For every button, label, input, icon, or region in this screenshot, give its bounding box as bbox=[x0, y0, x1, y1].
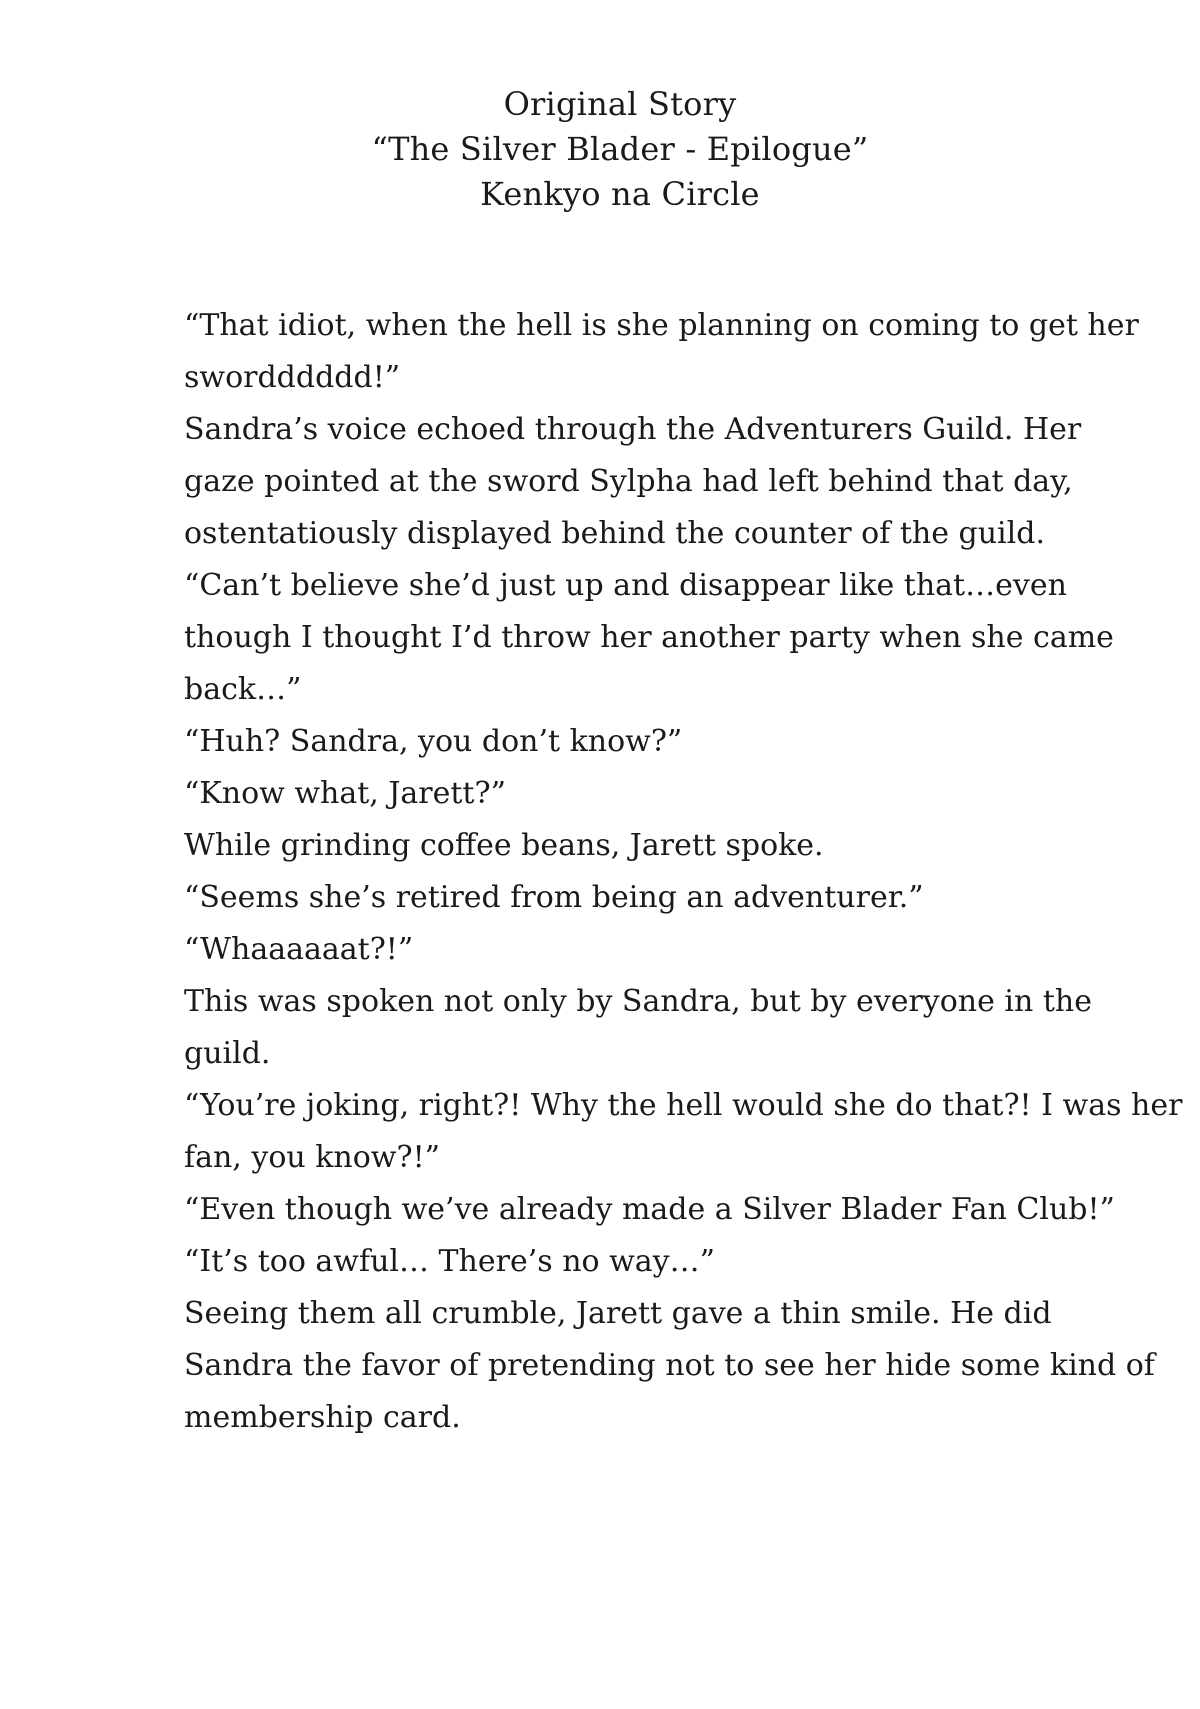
text-line: “You’re joking, right?! Why the hell would she do that?! I was her bbox=[184, 1088, 1183, 1123]
text-line: ostentatiously displayed behind the counter of the guild. bbox=[184, 516, 1045, 551]
title-block bbox=[0, 82, 1200, 217]
text-line: Sandra the favor of pretending not to see her hide some kind of bbox=[184, 1348, 1155, 1383]
story-body bbox=[184, 300, 1183, 1444]
text-line: Sandra’s voice echoed through the Adventurers Guild. Her bbox=[184, 412, 1082, 447]
text-line: guild. bbox=[184, 1036, 271, 1071]
text-line: though I thought I’d throw her another party when she came bbox=[184, 620, 1114, 655]
story-title: “The Silver Blader - Epilogue” bbox=[371, 130, 869, 168]
text-line: “Seems she’s retired from being an adventurer.” bbox=[184, 880, 924, 915]
text-line: “Whaaaaaat?!” bbox=[184, 932, 414, 967]
author-name: Kenkyo na Circle bbox=[480, 175, 760, 213]
text-line: membership card. bbox=[184, 1400, 461, 1435]
text-line: Seeing them all crumble, Jarett gave a thin smile. He did bbox=[184, 1296, 1052, 1331]
text-line: “Huh? Sandra, you don’t know?” bbox=[184, 724, 683, 759]
text-line: “Can’t believe she’d just up and disappear like that…even bbox=[184, 568, 1067, 603]
text-line: “Know what, Jarett?” bbox=[184, 776, 506, 811]
text-line: gaze pointed at the sword Sylpha had left behind that day, bbox=[184, 464, 1073, 499]
text-line: This was spoken not only by Sandra, but by everyone in the bbox=[184, 984, 1092, 1019]
text-line: “Even though we’ve already made a Silver Blader Fan Club!” bbox=[184, 1192, 1115, 1227]
text-line: back…” bbox=[184, 672, 302, 707]
text-line: “That idiot, when the hell is she planning on coming to get her bbox=[184, 308, 1139, 343]
text-line: “It’s too awful… There’s no way…” bbox=[184, 1244, 715, 1279]
text-line: While grinding coffee beans, Jarett spoke. bbox=[184, 828, 824, 863]
text-line: fan, you know?!” bbox=[184, 1140, 440, 1175]
text-line: swordddddd!” bbox=[184, 360, 401, 395]
header-label: Original Story bbox=[503, 85, 737, 123]
